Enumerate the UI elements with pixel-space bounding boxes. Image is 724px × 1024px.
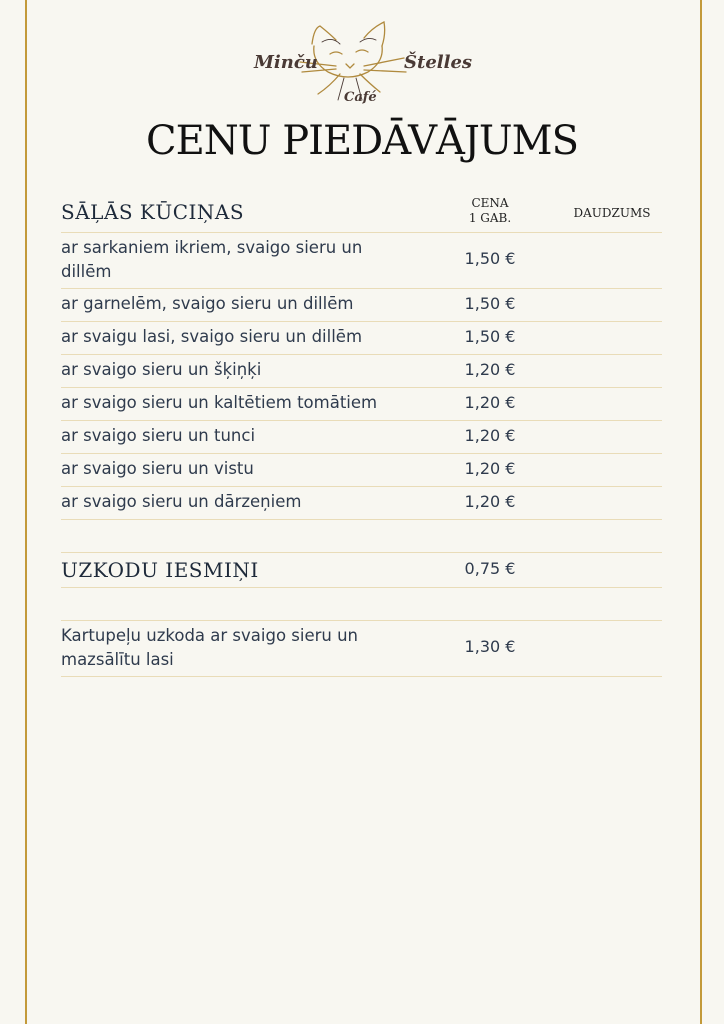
menu-item-label: ar svaigo sieru un tunci [61,426,256,445]
menu-item-price: 1,50 € [464,249,516,268]
section-heading-uzkodu-iesmini: UZKODU IESMIŅI [61,558,259,582]
row-divider [61,620,662,621]
menu-item-label: ar svaigo sieru un šķiņķi [61,360,262,379]
menu-item-price: 1,20 € [464,459,516,478]
row-divider [61,486,662,487]
row-divider [61,232,662,233]
row-divider [61,587,662,588]
menu-item-price: 1,20 € [464,393,516,412]
menu-item-label: ar svaigu lasi, svaigo sieru un dillēm [61,327,363,346]
brand-name-right: Štelles [404,52,473,73]
row-divider [61,387,662,388]
menu-item-label: ar svaigo sieru un vistu [61,459,254,478]
menu-item-price: 1,30 € [464,637,516,656]
section-price: 0,75 € [464,559,516,578]
row-divider [61,354,662,355]
brand-subtitle: Café [344,90,377,105]
row-divider [61,420,662,421]
menu-item-label: ar garnelēm, svaigo sieru un dillēm [61,294,354,313]
menu-item-label: ar svaigo sieru un kaltētiem tomātiem [61,393,378,412]
price-header-line1: CENA [471,196,509,210]
price-column-header [452,196,528,226]
row-divider [61,288,662,289]
menu-item-price: 1,20 € [464,360,516,379]
row-divider [61,519,662,520]
menu-item-label: ar svaigo sieru un dārzeņiem [61,492,302,511]
menu-item-price: 1,50 € [464,327,516,346]
price-header-line2: 1 GAB. [468,211,512,225]
menu-item-price: 1,20 € [464,492,516,511]
menu-item-price: 1,50 € [464,294,516,313]
row-divider [61,453,662,454]
quantity-column-header: DAUDZUMS [573,206,651,220]
menu-item-label: Kartupeļu uzkoda ar svaigo sieru un mazsālītu lasi [61,626,359,669]
menu-item-price: 1,20 € [464,426,516,445]
section-heading-salas-kucinas: SĀĻĀS KŪCIŅAS [61,200,245,224]
row-divider [61,321,662,322]
row-divider [61,676,662,677]
cafe-logo [240,14,480,114]
row-divider [61,552,662,553]
page-title: CENU PIEDĀVĀJUMS [146,118,578,164]
brand-name-left: Minču [254,52,318,73]
menu-item-label: ar sarkaniem ikriem, svaigo sieru un dillēm [61,238,363,281]
